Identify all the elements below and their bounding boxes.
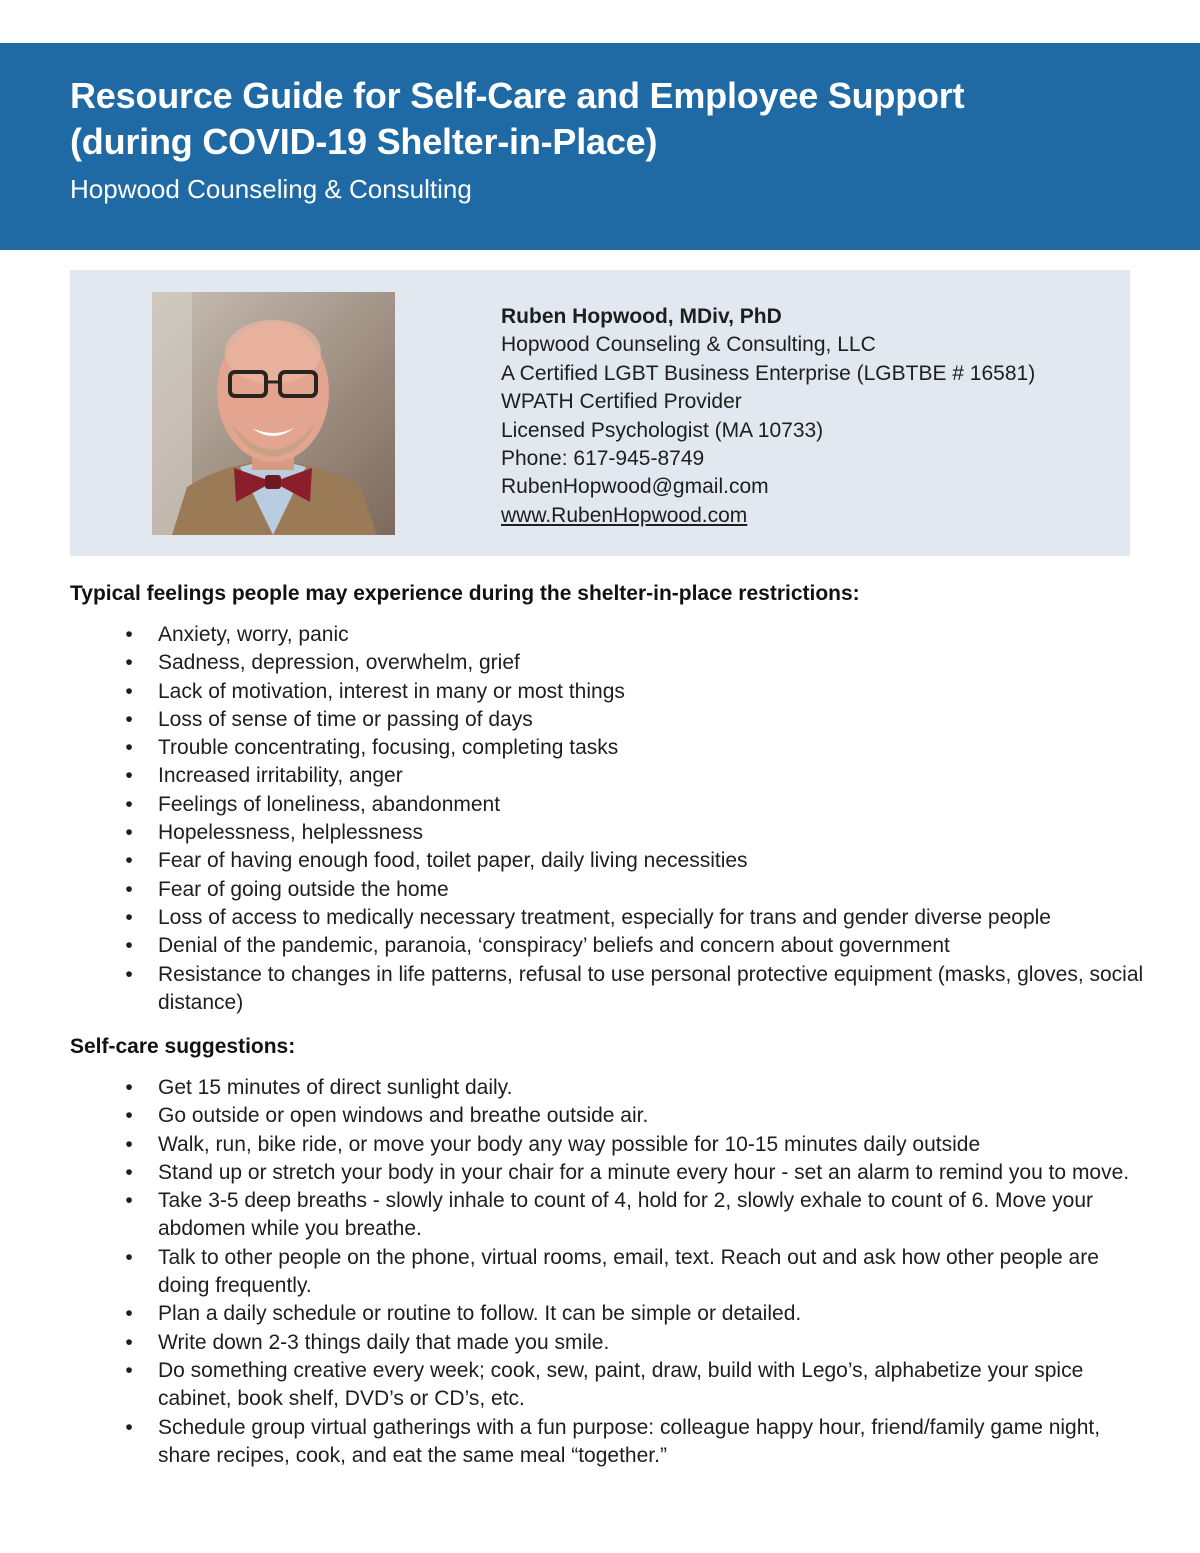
page-subtitle: Hopwood Counseling & Consulting xyxy=(70,174,472,204)
list-item xyxy=(70,1357,1150,1414)
list-item xyxy=(70,819,1150,847)
list-item-text: Schedule group virtual gatherings with a fun purpose: colleague happy hour, friend/family game night, share recipes, cook, and eat the same meal “together.” xyxy=(158,1415,1101,1467)
bullet-icon: • xyxy=(125,877,133,901)
list-item-text: Fear of going outside the home xyxy=(158,877,449,901)
list-item xyxy=(70,649,1150,677)
bullet-icon: • xyxy=(125,1076,133,1099)
portrait-photo xyxy=(152,292,395,535)
list-item-text: Get 15 minutes of direct sunlight daily. xyxy=(158,1076,513,1099)
list-item-text: Lack of motivation, interest in many or most things xyxy=(158,679,625,703)
list-item-text: Trouble concentrating, focusing, completing tasks xyxy=(158,736,619,760)
list-item xyxy=(70,678,1150,706)
list-item-text: Loss of sense of time or passing of days xyxy=(158,707,533,731)
list-item xyxy=(70,1187,1150,1244)
bullet-icon: • xyxy=(125,1189,133,1213)
bullet-icon: • xyxy=(125,962,133,986)
contact-phone: Phone: 617-945-8749 xyxy=(501,447,705,471)
list-item xyxy=(70,876,1150,904)
list-item xyxy=(70,734,1150,762)
title-line-2: (during COVID-19 Shelter-in-Place) xyxy=(70,121,658,162)
bullet-icon: • xyxy=(125,1104,133,1128)
list-item xyxy=(70,706,1150,734)
feelings-heading: Typical feelings people may experience during the shelter-in-place restrictions: xyxy=(70,582,860,605)
bullet-icon: • xyxy=(125,1358,133,1382)
list-item xyxy=(70,791,1150,819)
list-item-text: Resistance to changes in life patterns, refusal to use personal protective equipment (masks, gloves, social distance) xyxy=(158,962,1144,1014)
list-item-text: Feelings of loneliness, abandonment xyxy=(158,792,501,816)
contact-info xyxy=(501,303,1035,530)
bullet-icon: • xyxy=(125,821,133,845)
bullet-icon: • xyxy=(125,651,133,675)
list-item-text: Increased irritability, anger xyxy=(158,764,403,788)
list-item xyxy=(70,1414,1150,1471)
bullet-icon: • xyxy=(125,1415,133,1439)
list-item-text: Stand up or stretch your body in your chair for a minute every hour - set an alarm to remind you to move. xyxy=(158,1160,1130,1184)
bullet-icon: • xyxy=(125,934,133,958)
list-item xyxy=(70,1131,1150,1159)
contact-wpath: WPATH Certified Provider xyxy=(501,390,742,414)
list-item xyxy=(70,1102,1150,1130)
selfcare-heading: Self-care suggestions: xyxy=(70,1035,296,1058)
bullet-icon: • xyxy=(125,1160,133,1184)
bullet-icon: • xyxy=(125,679,133,703)
list-item xyxy=(70,1244,1150,1301)
list-item xyxy=(70,932,1150,960)
contact-card xyxy=(70,270,1130,556)
list-item xyxy=(70,1329,1150,1357)
list-item xyxy=(70,1300,1150,1328)
bullet-icon: • xyxy=(125,1302,133,1326)
list-item-text: Loss of access to medically necessary treatment, especially for trans and gender diverse people xyxy=(158,905,1051,929)
list-item xyxy=(70,904,1150,932)
title-line-1: Resource Guide for Self-Care and Employee Support xyxy=(70,75,965,116)
website-link[interactable]: www.RubenHopwood.com xyxy=(501,503,748,527)
contact-email: RubenHopwood@gmail.com xyxy=(501,475,769,499)
list-item xyxy=(70,1074,1150,1102)
list-item xyxy=(70,762,1150,790)
list-item-text: Talk to other people on the phone, virtual rooms, email, text. Reach out and ask how other people are doing frequently. xyxy=(158,1245,1099,1298)
bullet-icon: • xyxy=(125,849,133,873)
list-item-text: Anxiety, worry, panic xyxy=(158,623,349,646)
bullet-icon: • xyxy=(125,623,133,646)
list-item xyxy=(70,961,1150,1018)
list-item-text: Fear of having enough food, toilet paper, daily living necessities xyxy=(158,849,748,873)
list-item-text: Denial of the pandemic, paranoia, ‘conspiracy’ beliefs and concern about government xyxy=(158,934,950,958)
selfcare-list xyxy=(70,1074,1150,1470)
bullet-icon: • xyxy=(125,905,133,929)
bullet-icon: • xyxy=(125,792,133,816)
list-item-text: Write down 2-3 things daily that made you smile. xyxy=(158,1330,610,1354)
bullet-icon: • xyxy=(125,736,133,760)
feelings-list xyxy=(70,621,1150,1017)
list-item-text: Do something creative every week; cook, sew, paint, draw, build with Lego’s, alphabetize your spice cabinet, book shelf, DVD’s or CD’s, etc. xyxy=(158,1358,1084,1411)
list-item-text: Plan a daily schedule or routine to follow. It can be simple or detailed. xyxy=(158,1302,802,1326)
bullet-icon: • xyxy=(125,764,133,788)
list-item-text: Walk, run, bike ride, or move your body any way possible for 10-15 minutes daily outside xyxy=(158,1132,981,1156)
list-item xyxy=(70,1159,1150,1187)
bullet-icon: • xyxy=(125,707,133,731)
page-title xyxy=(70,73,1200,165)
contact-name: Ruben Hopwood, MDiv, PhD xyxy=(501,305,782,328)
list-item xyxy=(70,847,1150,875)
header-banner xyxy=(0,43,1200,250)
list-item-text: Sadness, depression, overwhelm, grief xyxy=(158,651,520,675)
bullet-icon: • xyxy=(125,1132,133,1156)
contact-certification: A Certified LGBT Business Enterprise (LGBTBE # 16581) xyxy=(501,361,1036,385)
bullet-icon: • xyxy=(125,1245,133,1269)
contact-company: Hopwood Counseling & Consulting, LLC xyxy=(501,333,876,357)
list-item-text: Go outside or open windows and breathe outside air. xyxy=(158,1104,649,1128)
bullet-icon: • xyxy=(125,1330,133,1354)
contact-license: Licensed Psychologist (MA 10733) xyxy=(501,418,824,442)
list-item-text: Hopelessness, helplessness xyxy=(158,821,423,845)
list-item-text: Take 3-5 deep breaths - slowly inhale to count of 4, hold for 2, slowly exhale to count of 6. Move your abdomen while you breathe. xyxy=(158,1189,1094,1241)
list-item xyxy=(70,621,1150,649)
